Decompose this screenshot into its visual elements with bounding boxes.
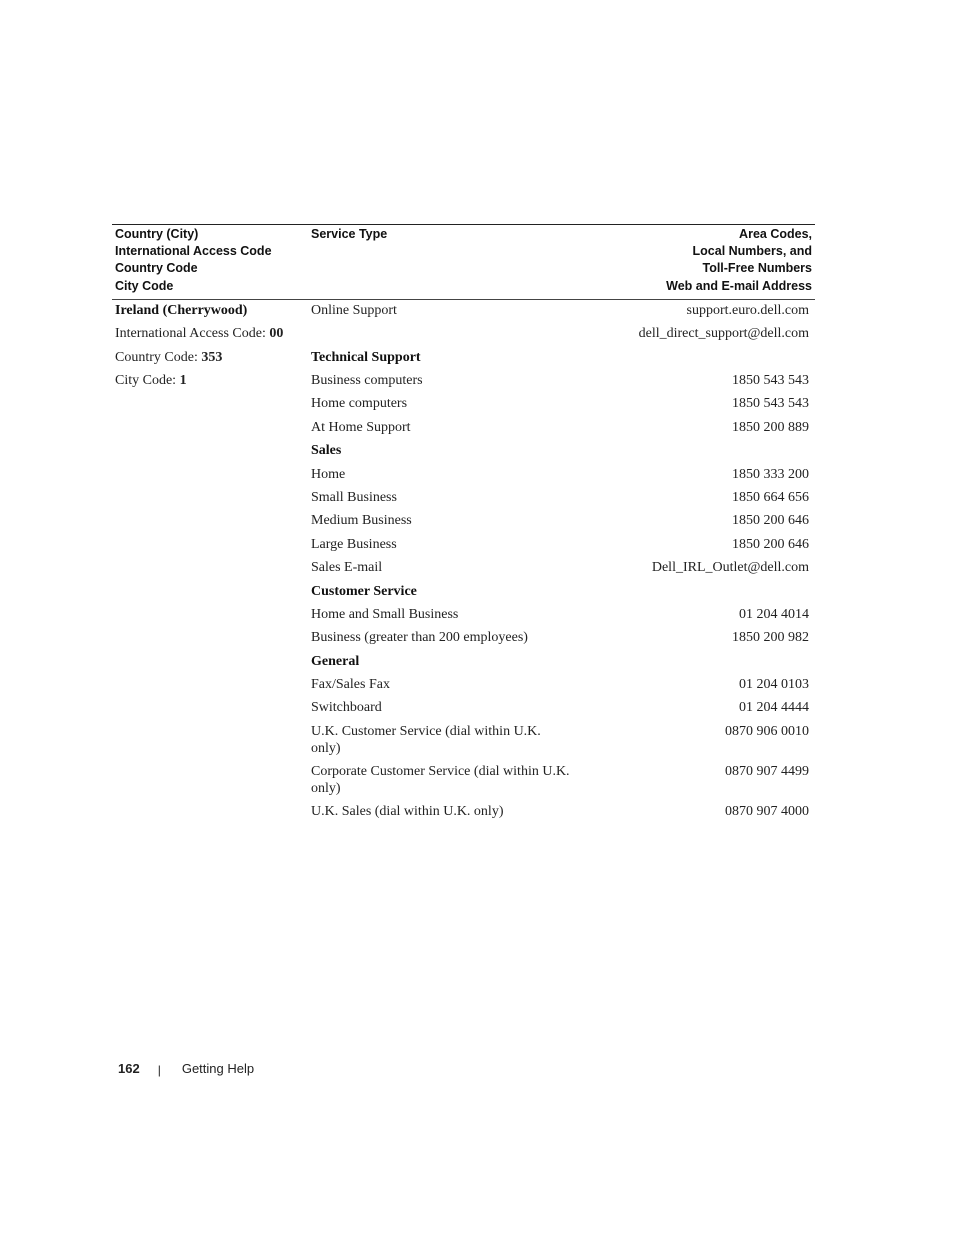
header-numbers: Area Codes, Local Numbers, and Toll-Free Numbers Web and E-mail Address bbox=[666, 227, 812, 293]
number-cell: support.euro.dell.com bbox=[686, 302, 809, 318]
service-cell: At Home Support bbox=[311, 419, 411, 435]
service-cell: Sales E-mail bbox=[311, 560, 383, 576]
table-row bbox=[112, 300, 815, 325]
city-code-value: 1 bbox=[179, 372, 187, 388]
number-cell: 0870 907 4499 bbox=[725, 763, 809, 779]
table-row bbox=[112, 395, 815, 418]
header-service-type: Service Type bbox=[311, 227, 388, 241]
service-cell: Home computers bbox=[311, 396, 408, 412]
service-heading: Sales bbox=[311, 443, 342, 459]
service-heading: Technical Support bbox=[311, 349, 421, 365]
table-row bbox=[112, 372, 815, 395]
table-row bbox=[112, 583, 815, 606]
service-cell bbox=[308, 325, 574, 348]
table-row bbox=[112, 653, 815, 676]
service-cell: Online Support bbox=[311, 302, 397, 318]
number-cell: 01 204 0103 bbox=[739, 677, 809, 693]
service-cell: Fax/Sales Fax bbox=[311, 677, 390, 693]
table-row bbox=[112, 536, 815, 559]
service-cell: Switchboard bbox=[311, 700, 382, 716]
country-code bbox=[112, 349, 308, 372]
page-footer bbox=[118, 1061, 254, 1076]
table-row bbox=[112, 489, 815, 512]
contact-grid bbox=[112, 225, 815, 826]
service-cell: Home bbox=[311, 466, 346, 482]
number-cell bbox=[574, 583, 815, 606]
number-cell: 1850 200 646 bbox=[732, 513, 809, 529]
service-cell: Corporate Customer Service (dial within U.K. only) bbox=[311, 763, 570, 796]
number-cell: 1850 543 543 bbox=[732, 372, 809, 388]
footer-separator: | bbox=[157, 1063, 161, 1077]
access-code bbox=[112, 325, 308, 348]
city-code bbox=[112, 372, 308, 395]
header-row bbox=[112, 225, 815, 299]
number-cell: 0870 906 0010 bbox=[725, 723, 809, 739]
table-row bbox=[112, 606, 815, 629]
city-code-label: City Code: bbox=[115, 372, 180, 388]
number-cell: dell_direct_support@dell.com bbox=[638, 326, 809, 342]
table-row bbox=[112, 419, 815, 442]
page-number: 162 bbox=[118, 1061, 140, 1076]
service-cell: U.K. Sales (dial within U.K. only) bbox=[311, 803, 504, 819]
table-row bbox=[112, 442, 815, 465]
number-cell: 1850 200 646 bbox=[732, 536, 809, 552]
service-cell: Home and Small Business bbox=[311, 606, 459, 622]
number-cell: 1850 664 656 bbox=[732, 489, 809, 505]
service-cell: Business computers bbox=[311, 372, 423, 388]
number-cell: 1850 543 543 bbox=[732, 396, 809, 412]
service-cell: Medium Business bbox=[311, 513, 412, 529]
table-row bbox=[112, 699, 815, 722]
table-row bbox=[112, 512, 815, 535]
service-cell: Business (greater than 200 employees) bbox=[311, 630, 528, 646]
table-row bbox=[112, 676, 815, 699]
number-cell: Dell_IRL_Outlet@dell.com bbox=[651, 560, 809, 576]
country-name: Ireland (Cherrywood) bbox=[115, 302, 248, 318]
country-code-label: Country Code: bbox=[115, 349, 202, 365]
table-row bbox=[112, 629, 815, 652]
number-cell bbox=[574, 442, 815, 465]
service-heading: Customer Service bbox=[311, 583, 417, 599]
number-cell bbox=[574, 349, 815, 372]
table-row bbox=[112, 466, 815, 489]
country-code-value: 353 bbox=[201, 349, 223, 365]
service-cell: Large Business bbox=[311, 536, 397, 552]
contact-table bbox=[112, 224, 815, 826]
table-row bbox=[112, 325, 815, 348]
header-country: Country (City) International Access Code Country Code City Code bbox=[115, 227, 272, 293]
table-row bbox=[112, 349, 815, 372]
number-cell: 1850 200 889 bbox=[732, 419, 809, 435]
service-cell: U.K. Customer Service (dial within U.K. only) bbox=[311, 723, 541, 756]
section-title: Getting Help bbox=[181, 1061, 255, 1076]
number-cell: 0870 907 4000 bbox=[725, 803, 809, 819]
access-code-label: International Access Code: bbox=[115, 326, 270, 342]
number-cell: 1850 333 200 bbox=[732, 466, 809, 482]
table-row bbox=[112, 559, 815, 582]
table-row bbox=[112, 763, 815, 803]
service-cell: Small Business bbox=[311, 489, 397, 505]
service-heading: General bbox=[311, 653, 360, 669]
table-row bbox=[112, 803, 815, 826]
number-cell: 01 204 4014 bbox=[739, 606, 809, 622]
number-cell: 1850 200 982 bbox=[732, 630, 809, 646]
access-code-value: 00 bbox=[269, 326, 284, 342]
table-row bbox=[112, 723, 815, 763]
number-cell bbox=[574, 653, 815, 676]
number-cell: 01 204 4444 bbox=[739, 700, 809, 716]
